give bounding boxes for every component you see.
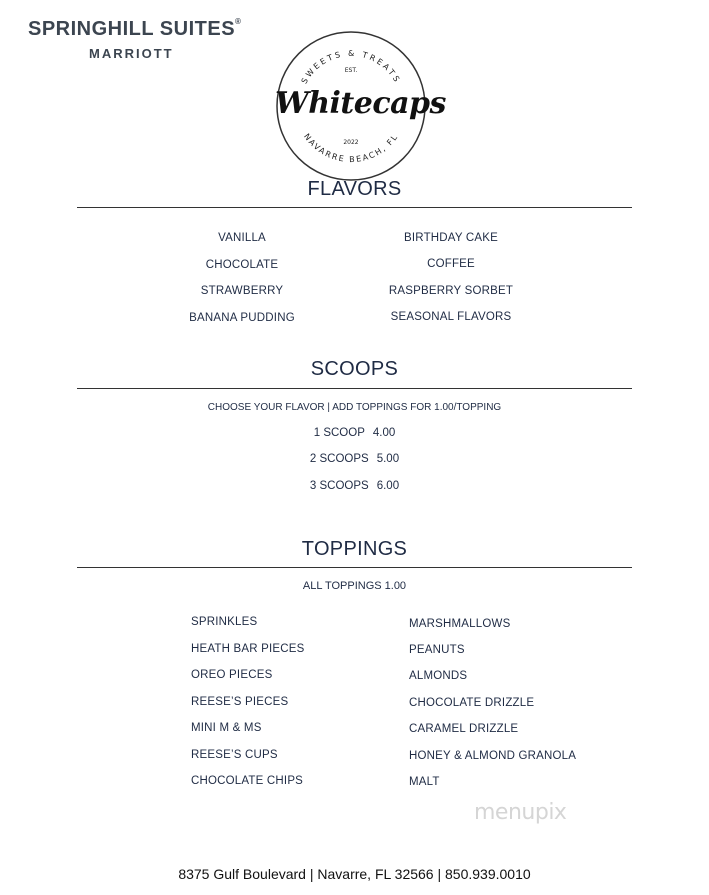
flavors-heading: FLAVORS <box>307 178 402 200</box>
toppings-divider <box>77 567 632 568</box>
topping-item: REESE’S PIECES <box>191 696 289 708</box>
logo-bottom-arc: NAVARRE BEACH, FL <box>301 131 400 165</box>
topping-item: MINI M & MS <box>191 722 262 734</box>
footer-address: 8375 Gulf Boulevard | Navarre, FL 32566 | 850.939.0010 <box>178 866 531 882</box>
topping-item: CARAMEL DRIZZLE <box>409 723 519 735</box>
topping-item: CHOCOLATE CHIPS <box>191 775 304 787</box>
flavor-item: RASPBERRY SORBET <box>388 285 514 297</box>
flavor-item: CHOCOLATE <box>205 259 279 271</box>
flavor-item: BANANA PUDDING <box>189 312 295 324</box>
topping-item: MALT <box>409 776 440 788</box>
logo-year: 2022 <box>343 139 359 146</box>
flavor-item: VANILLA <box>218 232 266 244</box>
flavor-item: SEASONAL FLAVORS <box>390 311 512 323</box>
scoop-option: 3 SCOOPS 6.00 <box>309 480 400 492</box>
menupix-watermark: menupix <box>474 800 567 825</box>
topping-item: PEANUTS <box>409 644 465 656</box>
scoop-option: 1 SCOOP 4.00 <box>313 427 396 439</box>
flavors-divider <box>77 207 632 208</box>
topping-item: ALMONDS <box>409 670 468 682</box>
flavor-item: COFFEE <box>427 258 475 270</box>
flavor-item: STRAWBERRY <box>200 285 284 297</box>
topping-item: HONEY & ALMOND GRANOLA <box>409 750 577 762</box>
scoops-divider <box>77 388 632 389</box>
whitecaps-logo <box>275 30 446 182</box>
scoops-note: CHOOSE YOUR FLAVOR | ADD TOPPINGS FOR 1.00/TOPPING <box>207 402 502 413</box>
topping-item: CHOCOLATE DRIZZLE <box>409 697 535 709</box>
flavor-item: BIRTHDAY CAKE <box>404 232 498 244</box>
toppings-note: ALL TOPPINGS 1.00 <box>302 580 407 592</box>
scoop-option: 2 SCOOPS 5.00 <box>309 453 400 465</box>
topping-item: SPRINKLES <box>191 616 258 628</box>
topping-item: REESE’S CUPS <box>191 749 278 761</box>
toppings-heading: TOPPINGS <box>301 538 408 560</box>
topping-item: HEATH BAR PIECES <box>191 643 305 655</box>
scoops-heading: SCOOPS <box>310 358 399 380</box>
logo-top-arc: SWEETS & TREATS <box>299 48 403 86</box>
brand-subtitle: MARRIOTT <box>89 46 174 61</box>
brand-name: SPRINGHILL SUITES® <box>28 17 242 40</box>
logo-est: EST. <box>344 67 358 74</box>
logo-script-text: Whitecaps <box>275 86 446 121</box>
topping-item: OREO PIECES <box>191 669 273 681</box>
svg-text:NAVARRE BEACH, FL <box>302 132 400 164</box>
topping-item: MARSHMALLOWS <box>409 618 511 630</box>
